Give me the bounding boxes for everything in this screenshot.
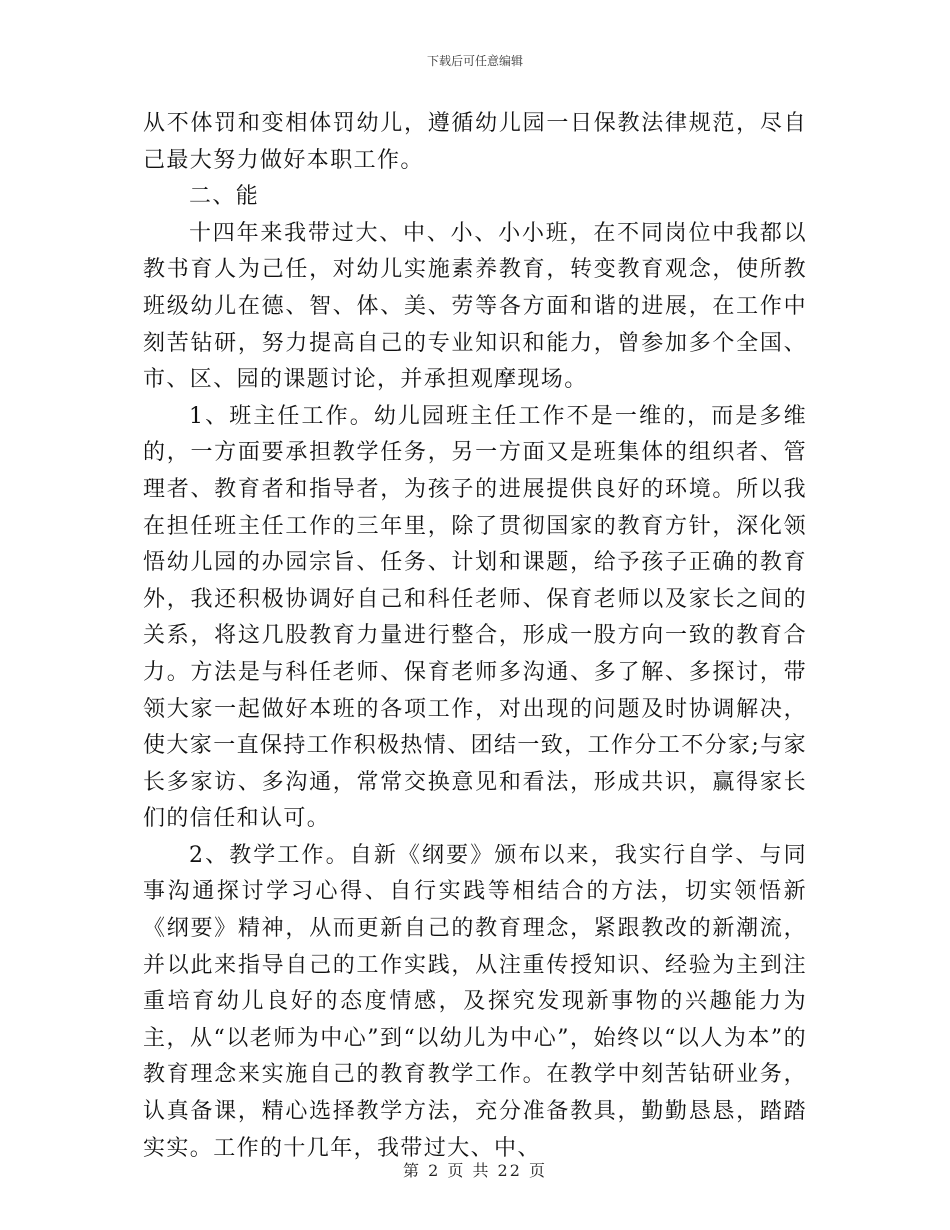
paragraph-continuation: 从不体罚和变相体罚幼儿，遵循幼儿园一日保教法律规范，尽自己最大努力做好本职工作。 — [143, 111, 807, 173]
paragraph-intro: 十四年来我带过大、中、小、小小班，在不同岗位中我都以教书育人为己任，对幼儿实施素养教育，转变教育观念，使所教班级幼儿在德、智、体、美、劳等各方面和谐的进展，在工作中刻苦钻研，努力提高自己的专业知识和能力，曾参加多个全国、市、区、园的课题讨论，并承担观摩现场。 — [143, 220, 807, 393]
page-number-footer: 第 2 页 共 22 页 — [403, 1161, 547, 1180]
paragraph-class-teacher-work: 1、班主任工作。幼儿园班主任工作不是一维的，而是多维的，一方面要承担教学任务，另一方面又是班集体的组织者、管理者、教育者和指导者，为孩子的进展提供良好的环境。所以我在担任班主任工作的三年里，除了贯彻国家的教育方针，深化领悟幼儿园的办园宗旨、任务、计划和课题，给予孩子正确的教育外，我还积极协调好自己和科任老师、保育老师以及家长之间的关系，将这几股教育力量进行整合，形成一股方向一致的教育合力。方法是与科任老师、保育老师多沟通、多了解、多探讨，带领大家一起做好本班的各项工作，对出现的问题及时协调解决，使大家一直保持工作积极热情、团结一致，工作分工不分家;与家长多家访、多沟通，常常交换意见和看法，形成共识，赢得家长们的信任和认可。 — [143, 403, 808, 832]
section-heading: 二、能 — [189, 184, 260, 210]
document-body — [143, 106, 807, 1167]
page-header-note: 下载后可任意编辑 — [426, 54, 523, 68]
paragraph-teaching-work: 2、教学工作。自新《纲要》颁布以来，我实行自学、与同事沟通探讨学习心得、自行实践等相结合的方法，切实领悟新《纲要》精神，从而更新自己的教育理念，紧跟教改的新潮流，并以此来指导自己的工作实践，从注重传授知识、经验为主到注重培育幼儿良好的态度情感，及探究发现新事物的兴趣能力为主，从“以老师为中心”到“以幼儿为中心”，始终以“以人为本”的教育理念来实施自己的教育教学工作。在教学中刻苦钻研业务，认真备课，精心选择教学方法，充分准备教具，勤勤恳恳，踏踏实实。工作的十几年，我带过大、中、 — [143, 842, 807, 1161]
